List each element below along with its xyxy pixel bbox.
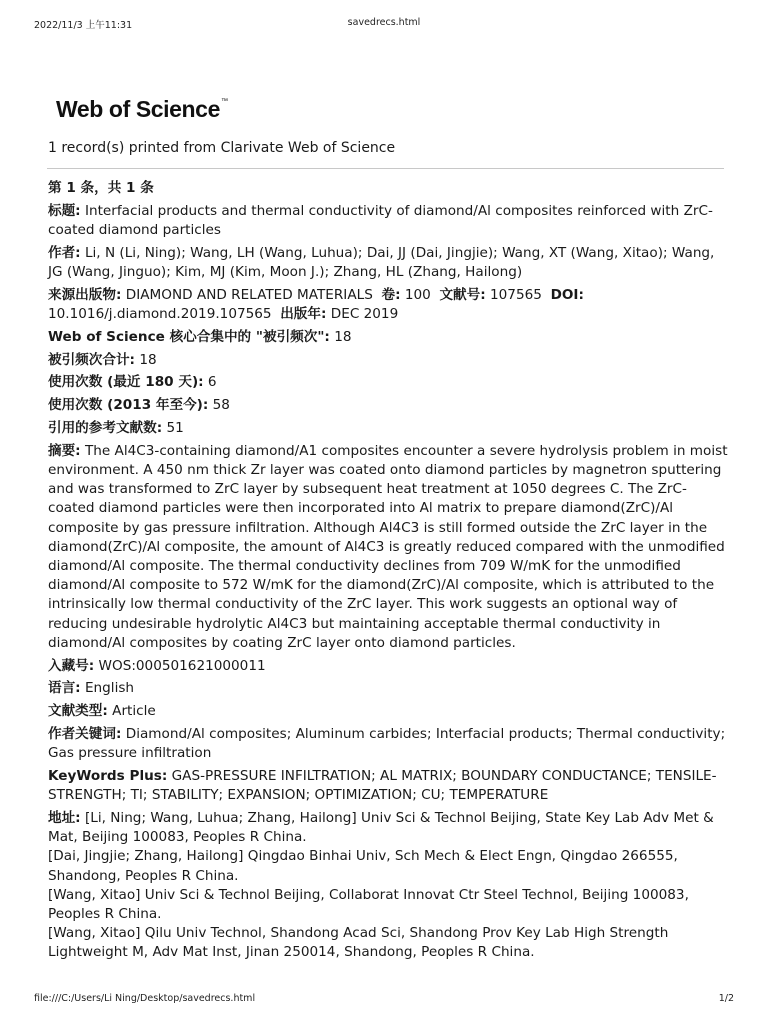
page-number: 1/2 (718, 993, 734, 1004)
source-value: DIAMOND AND RELATED MATERIALS (125, 286, 373, 303)
pub-date-label: 出版年: (280, 306, 327, 322)
volume-label: 卷: (381, 286, 401, 303)
doctype-label: 文献类型: (48, 703, 108, 720)
address-value: [Li, Ning; Wang, Luhua; Zhang, Hailong] Univ Sci & Technol Beijing, State Key Lab Adv Met & Mat, Beijing 100083, Peoples R China. (48, 810, 714, 846)
address-label: 地址: (48, 810, 81, 826)
address-item (48, 809, 732, 847)
wos-cited-label: Web of Science 核心合集中的 "被引频次": (48, 328, 330, 345)
address-item: [Wang, Xitao] Univ Sci & Technol Beijing, Collaborat Innovat Ctr Steel Technol, Beijing 100083, Peoples R China. (48, 886, 689, 923)
abstract-value: The Al4C3-containing diamond/A1 composites encounter a severe hydrolysis problem in moist environment. A 450 nm thick Zr layer was coated onto diamond particles by magnetron sputtering and was transformed to ZrC layer by subsequent heat treatment at 1050 degrees C. The ZrC-coated diamond particles were then incorporated into Al matrix to prepare diamond(ZrC)/Al composite by gas pressure infiltration. Although Al4C3 is still formed outside the ZrC layer in the diamond(ZrC)/Al composite, the amount of Al4C3 is greatly reduced compared with the unmodified diamond/Al composite. The thermal conductivity declines from 709 W/mK for the unmodified diamond/Al composite to 572 W/mK for the diamond(ZrC)/Al composite, which is attributed to the intrinsically low thermal conductivity of the ZrC layer. This work suggests an optional way of reducing undesirable hydrolytic Al4C3 but maintaining acceptable thermal conductivity in diamond/Al composites by coating ZrC layer onto diamond particles. (48, 442, 728, 651)
records-printed-line: 1 record(s) printed from Clarivate Web of Science (48, 140, 396, 156)
author-keywords-value: Diamond/Al composites; Aluminum carbides; Interfacial products; Thermal conductivity; Gas pressure infiltration (48, 726, 726, 762)
doi-value: 10.1016/j.diamond.2019.107565 (48, 306, 272, 322)
article-number-label: 文献号: (439, 286, 486, 303)
doi-label: DOI: (550, 286, 584, 303)
total-cited-field (48, 351, 732, 370)
accession-value: WOS:000501621000011 (98, 657, 266, 674)
author-keywords-field (48, 725, 732, 763)
author-keywords-label: 作者关键词: (48, 726, 122, 742)
divider (47, 168, 724, 169)
language-value: English (84, 680, 135, 697)
logo-trademark: ™ (220, 98, 228, 105)
accession-label: 入藏号: (48, 657, 95, 674)
address-field (48, 809, 732, 963)
title-field (48, 202, 732, 240)
authors-field (48, 244, 732, 282)
authors-label: 作者: (48, 244, 81, 261)
usage-2013-field (48, 396, 732, 415)
title-value: Interfacial products and thermal conductivity of diamond/Al composites reinforced with ZrC-coated diamond particles (48, 202, 713, 238)
abstract-field (48, 442, 732, 653)
print-footer (0, 993, 768, 1007)
title-label: 标题: (48, 202, 81, 219)
doctype-field (48, 702, 732, 721)
keywords-plus-label: KeyWords Plus: (48, 768, 168, 784)
doctype-value: Article (112, 703, 156, 720)
wos-cited-field (48, 328, 732, 347)
authors-value: Li, N (Li, Ning); Wang, LH (Wang, Luhua); Dai, JJ (Dai, Jingjie); Wang, XT (Wang, Xitao); Wang, JG (Wang, Jinguo); Kim, MJ (Kim, Moon J.); Zhang, HL (Zhang, Hailong) (48, 244, 715, 280)
keywords-plus-field (48, 767, 732, 805)
wos-cited-value: 18 (334, 328, 352, 345)
language-field (48, 679, 732, 698)
web-of-science-logo (56, 96, 228, 123)
references-label: 引用的参考文献数: (48, 419, 163, 436)
usage-180-field (48, 373, 732, 392)
record-counter: 第 1 条，共 1 条 (48, 180, 154, 196)
address-item: [Dai, Jingjie; Zhang, Hailong] Qingdao Binhai Univ, Sch Mech & Elect Engn, Qingdao 266555, Shandong, Peoples R China. (48, 848, 678, 884)
print-page-title: savedrecs.html (347, 17, 421, 28)
references-value: 51 (166, 419, 184, 436)
record (48, 179, 732, 963)
article-number-value: 107565 (490, 286, 542, 303)
references-field (48, 419, 732, 438)
usage-2013-label: 使用次数 (2013 年至今): (48, 397, 209, 414)
usage-180-value: 6 (207, 374, 217, 391)
file-path: file:///C:/Users/Li Ning/Desktop/savedrecs.html (34, 993, 256, 1004)
pub-date-value: DEC 2019 (330, 306, 399, 322)
total-cited-value: 18 (139, 351, 157, 368)
volume-value: 100 (404, 286, 431, 303)
source-label: 来源出版物: (48, 286, 122, 303)
usage-2013-value: 58 (212, 397, 230, 414)
address-item: [Wang, Xitao] Qilu Univ Technol, Shandong Acad Sci, Shandong Prov Key Lab High Strength Lightweight M, Adv Mat Inst, Jinan 250014, Shandong, Peoples R China. (48, 925, 669, 961)
usage-180-label: 使用次数 (最近 180 天): (48, 374, 204, 391)
total-cited-label: 被引频次合计: (48, 351, 135, 368)
source-field (48, 286, 732, 324)
language-label: 语言: (48, 680, 81, 697)
keywords-plus-value: GAS-PRESSURE INFILTRATION; AL MATRIX; BOUNDARY CONDUCTANCE; TENSILE-STRENGTH; TI; STABILITY; EXPANSION; OPTIMIZATION; CU; TEMPERATURE (48, 768, 717, 804)
print-header (0, 17, 768, 31)
abstract-label: 摘要: (48, 442, 81, 459)
accession-field (48, 657, 732, 676)
logo-text: Web of Science (56, 96, 220, 122)
print-date: 2022/11/3 上午11:31 (34, 20, 133, 31)
